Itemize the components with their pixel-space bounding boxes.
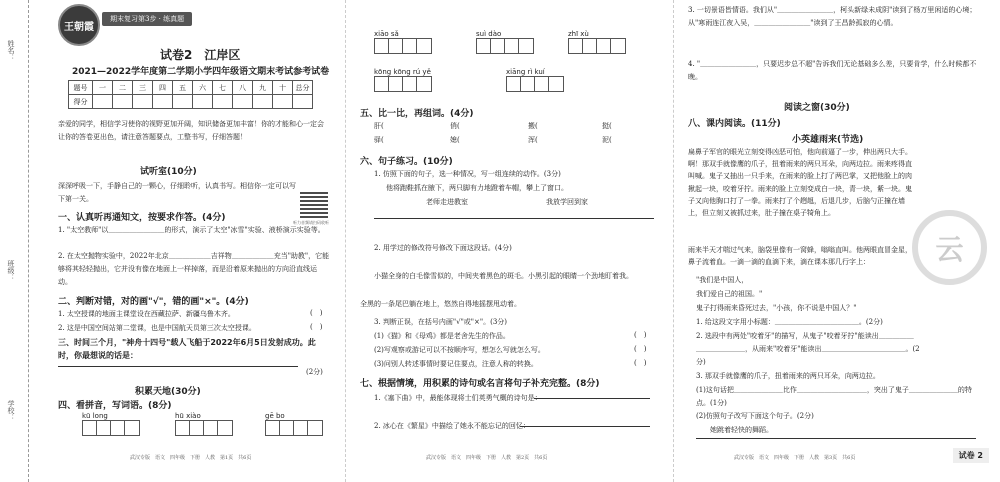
pinyin-item — [568, 30, 626, 54]
compare-item[interactable]: 挺( — [602, 122, 612, 130]
question-6-2-text: 小猫全身的白毛像雪似的，中间夹着黑色的斑毛。小黑引起的眼睛一个劲地盯着我。 — [374, 272, 633, 280]
question-6-1-example: 他将跑鞋抓在腋下，两只脚有力地蹬着车帽，攀上了窗口。 — [386, 184, 568, 192]
cell: 一 — [93, 81, 113, 95]
page-1 — [10, 0, 335, 482]
passage-body: 扁鼻子军官的眼光立刻变得凶恶可怕，他向前逼了一步，伸出两只大手。啊！那双手就像鹰的爪子，扭着雨来的两只耳朵，向两边拉。雨来疼得直叫喊。鬼子又抽出一只手来，在雨来的脸上打了两巴掌，又把他脸上的肉揪起一块，咬着牙拧。雨来的脸上立刻变成白一块，青一块，紫一块。鬼子又向他胸口打了一拳。雨来打了个趔趄，后退几步，后脑勺正撞在墙上，但立刻又被抓过来，肚子撞在桌子犄角上。 — [688, 148, 912, 218]
qr-caption: 听力音频请扫码收听 — [293, 220, 329, 225]
cell[interactable] — [293, 95, 313, 109]
question-7-2: 2. 冰心在《繁星》中描绘了她永不能忘记的回忆： — [374, 422, 530, 430]
compare-item[interactable]: 肝( — [374, 122, 384, 130]
writing-boxes[interactable] — [265, 420, 323, 436]
cell: 六 — [193, 81, 213, 95]
intro-text: 亲爱的同学，相信学习使你的视野更加开阔，知识储备更加丰富！你的才能和心一定会让你的答卷更出色，请注意答题要点，工整书写，仔细答题！ — [58, 120, 324, 141]
pinyin-label: kū long — [82, 412, 108, 420]
answer-paren[interactable]: ( ) — [310, 323, 323, 331]
answer-line[interactable] — [534, 398, 650, 399]
listening-intro: 深深呼吸一下，手静自己的一颗心，仔细聆听，认真书写。相信你一定可以写下第一关。 — [58, 182, 296, 203]
question-7-3: 3. 一切景语皆情语。我们从"＿＿＿＿＿＿＿＿，柯头新绿未成阴"读到了杨万里闲适的心境；从"寒雨连江夜入吴，＿＿＿＿＿＿＿＿"读到了王昌龄孤寂的心情。 — [688, 6, 977, 27]
question-4: 四、看拼音，写词语。(8分) — [58, 401, 172, 411]
pinyin-label: zhī xù — [568, 30, 589, 38]
cell[interactable] — [93, 95, 113, 109]
score-table-header-row — [69, 81, 313, 95]
class-label: 班级： — [7, 260, 15, 281]
question-1-2: 2. 在太空抛物实验中，2022年北京＿＿＿＿＿＿吉祥物＿＿＿＿＿＿充当"助教"，它能够将其轻轻抛出，它并没有像在地面上一样掉落，而是沿着原来抛出的方向沿直线运动。 — [58, 252, 330, 286]
question-6: 六、句子练习。(10分) — [360, 157, 453, 167]
answer-paren[interactable]: ( ) — [634, 345, 647, 353]
compare-item[interactable]: 驿( — [374, 136, 384, 144]
answer-paren[interactable]: ( ) — [634, 359, 647, 367]
question-6-3-1: (1)《猫》和《母鸡》都是老舍先生的作品。 — [374, 332, 510, 340]
answer-line[interactable] — [374, 218, 654, 219]
question-6-3: 3. 判断正误，在括号内画"√"或"×"。(3分) — [374, 318, 508, 326]
name-label: 姓名： — [7, 40, 15, 61]
question-6-1: 1. 仿照下面的句子，选一种情况，写一组连续的动作。(3分) — [374, 170, 561, 178]
cell[interactable] — [273, 95, 293, 109]
cell: 得分 — [69, 95, 93, 109]
listening-heading: 试听室(10分) — [140, 167, 197, 177]
qr-code-icon[interactable] — [300, 190, 328, 218]
reading-question-1: 1. 给这段文字用小标题：＿＿＿＿＿＿＿＿＿＿＿＿。(2分) — [696, 318, 883, 326]
pinyin-label: kōng kōng rú yě — [374, 68, 431, 76]
pinyin-label: gē bo — [265, 412, 285, 420]
writing-boxes[interactable] — [175, 420, 233, 436]
pinyin-item — [374, 68, 432, 92]
passage-quote-1: "我们是中国人， — [696, 276, 749, 284]
question-6-3-2: (2)写观察或游记可以不按顺序写，想怎么写就怎么写。 — [374, 346, 545, 354]
page-footer: 武汉专版 语文 四年级 下册 人教 第1页 共6页 — [130, 455, 252, 461]
pinyin-item — [82, 412, 140, 436]
cell[interactable] — [173, 95, 193, 109]
writing-boxes[interactable] — [82, 420, 140, 436]
pinyin-item — [265, 412, 323, 436]
option-a: 老师走进教室 — [426, 198, 468, 206]
answer-paren[interactable]: ( ) — [634, 331, 647, 339]
page-3 — [673, 0, 993, 482]
exam-title: 试卷2 江岸区 — [160, 48, 241, 62]
question-3: 三、时间三个月，"神舟十四号"载人飞船于2022年6月5日发射成功。此时，你最想说的话是： — [58, 338, 316, 360]
question-5: 五、比一比，再组词。(4分) — [360, 109, 474, 119]
reading-question-3-1: (1)这句话把＿＿＿＿＿＿＿比作＿＿＿＿＿＿＿＿＿＿，突出了鬼子＿＿＿＿＿＿＿的特点。(1分) — [696, 386, 972, 407]
writing-boxes[interactable] — [568, 38, 626, 54]
question-3-score: (2分) — [306, 368, 323, 376]
score-table — [68, 80, 313, 109]
question-7-1: 1.《塞下曲》中，最能体现将士们英勇气概的诗句是： — [374, 394, 542, 402]
question-6-3-3: (3)问别人转述事情时要记住要点，注意人称的转换。 — [374, 360, 538, 368]
pinyin-item — [506, 68, 564, 92]
review-banner: 期末复习第3步 · 练真题 — [102, 12, 192, 26]
answer-line[interactable] — [58, 366, 298, 367]
cell: 题号 — [69, 81, 93, 95]
reading-heading: 阅读之窗(30分) — [784, 103, 850, 113]
question-8: 八、课内阅读。(11分) — [688, 119, 781, 129]
pinyin-label: xiāng rì kuí — [506, 68, 545, 76]
publisher-logo: 王朝霞 — [58, 4, 100, 46]
score-table-score-row — [69, 95, 313, 109]
cell: 三 — [133, 81, 153, 95]
question-7-4: 4. "＿＿＿＿＿＿＿＿，只要迟步总不超"告诉我们无论基础多么差，只要肯学，什么时候都不晚。 — [688, 60, 977, 81]
school-label: 学校： — [7, 400, 15, 421]
compare-item[interactable]: 搬( — [528, 122, 538, 130]
passage-title: 小英雄雨来(节选) — [792, 135, 864, 145]
passage-quote-3: 鬼子打得雨来昏死过去，"小孩，你不说是中国人？" — [696, 304, 857, 312]
compare-item[interactable]: 媳( — [450, 136, 460, 144]
option-b: 我放学回到家 — [546, 198, 588, 206]
cell: 二 — [113, 81, 133, 95]
reading-question-3: 3. 那双手就像鹰的爪子，扭着雨来的两只耳朵，向两边拉。 — [696, 372, 880, 380]
pinyin-item — [476, 30, 534, 54]
page-2 — [345, 0, 663, 482]
question-6-2-text2: 全黑的一条尾巴躺在地上，悠然自得地摇摆甩动着。 — [360, 300, 521, 308]
page-footer: 武汉专版 语文 四年级 下册 人教 第3页 共6页 — [734, 455, 856, 461]
compare-item[interactable]: 泥( — [602, 136, 612, 144]
page-footer: 武汉专版 语文 四年级 下册 人教 第2页 共6页 — [426, 455, 548, 461]
writing-boxes[interactable] — [374, 76, 432, 92]
cell[interactable] — [253, 95, 273, 109]
pinyin-label: hū xiào — [175, 412, 201, 420]
writing-boxes[interactable] — [476, 38, 534, 54]
question-1-1: 1. "太空教师"以＿＿＿＿＿＿＿＿的形式，演示了太空"冰雪"实验、液桥演示实验等。 — [58, 226, 325, 234]
cell[interactable] — [233, 95, 253, 109]
cell[interactable] — [113, 95, 133, 109]
question-2-1: 1. 太空授课的地面主课堂设在西藏拉萨、新疆乌鲁木齐。 — [58, 310, 235, 318]
question-2: 二、判断对错，对的画"√"，错的画"×"。(4分) — [58, 297, 249, 307]
passage-quote-2: 我们爱自己的祖国。" — [696, 290, 763, 298]
reading-question-2: 2. 选段中有两处"咬着牙"的描写，从鬼子"咬着牙拧"能读出＿＿＿＿＿＿＿＿＿＿＿＿，从雨来"咬着牙"能读出＿＿＿＿＿＿＿＿＿＿＿＿。(2分) — [696, 332, 920, 366]
question-6-2: 2. 用学过的修改符号修改下面这段话。(4分) — [374, 244, 512, 252]
cell: 四 — [153, 81, 173, 95]
writing-boxes[interactable] — [374, 38, 432, 54]
reading-question-3-3: 她跳着轻快的舞蹈。 — [710, 426, 773, 434]
cell: 八 — [233, 81, 253, 95]
compare-item[interactable]: 浑( — [528, 136, 538, 144]
question-1: 一、认真听再通知文，按要求作答。(4分) — [58, 213, 226, 223]
reading-question-3-2: (2)仿照句子改写下面这个句子。(2分) — [696, 412, 814, 420]
cell[interactable] — [133, 95, 153, 109]
answer-line[interactable] — [520, 426, 650, 427]
compare-item[interactable]: 俏( — [450, 122, 460, 130]
passage-body-2: 雨来半天才喘过气来，脑袋里像有一窝蜂，嗡嗡直叫。他两眼直冒金星，鼻子流着血。一滴一滴的血滴下来，滴在课本那几行字上： — [688, 246, 912, 267]
pinyin-item — [374, 30, 432, 54]
writing-boxes[interactable] — [506, 76, 564, 92]
cell: 九 — [253, 81, 273, 95]
cell: 五 — [173, 81, 193, 95]
watermark-stamp: 云 — [912, 210, 987, 285]
pinyin-label: xiāo sǎ — [374, 30, 399, 38]
cell[interactable] — [193, 95, 213, 109]
exam-subtitle: 2021—2022学年度第二学期小学四年级语文期末考试参考试卷 — [72, 67, 330, 77]
cell[interactable] — [213, 95, 233, 109]
cell: 十 — [273, 81, 293, 95]
question-7: 七、根据情境，用积累的诗句或名言将句子补充完整。(8分) — [360, 379, 600, 389]
answer-paren[interactable]: ( ) — [310, 309, 323, 317]
question-2-2: 2. 这是中国空间站第二堂课，也是中国航天员第三次太空授课。 — [58, 324, 256, 332]
answer-line[interactable] — [696, 438, 976, 439]
pinyin-item — [175, 412, 233, 436]
cell: 七 — [213, 81, 233, 95]
accumulate-heading: 积累天地(30分) — [135, 387, 201, 397]
cell[interactable] — [153, 95, 173, 109]
pinyin-label: suì dào — [476, 30, 502, 38]
cell: 总分 — [293, 81, 313, 95]
paper-tag: 试卷 2 — [953, 448, 989, 463]
